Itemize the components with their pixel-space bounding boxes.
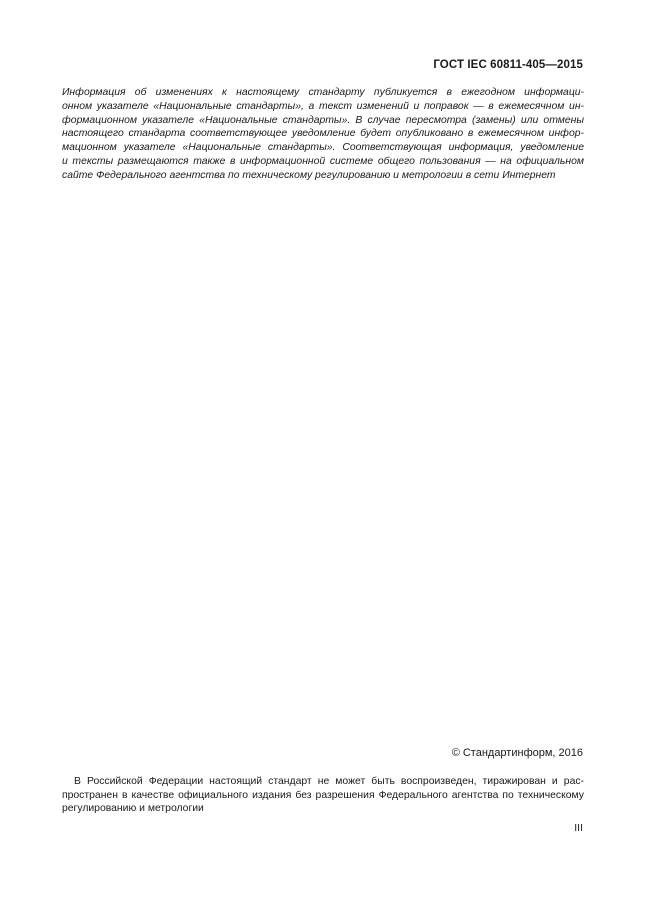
copyright-notice: © Стандартинформ, 2016 [451,747,583,759]
page-number: III [574,822,583,834]
document-code: ГОСТ IEC 60811-405—2015 [433,59,583,71]
notice-line: онном указателе «Национальные стандарты», а текст изменений и поправок — в ежемесячном ин- [62,100,584,112]
reproduction-restriction [62,775,584,816]
notice-line: настоящего стандарта соответствующее уведомление будет опубликовано в ежемесячном инфор- [62,128,584,140]
notice-line: и тексты размещаются также в информационной системе общего пользования — на официальном [62,155,584,167]
notice-line: мационном указателе «Национальные стандарты». Соответствующая информация, уведомление [62,142,584,154]
notice-line: формационном указателе «Национальные стандарты». В случае пересмотра (замены) или отмены [62,114,584,126]
notice-line: Информация об изменениях к настоящему стандарту публикуется в ежегодном информаци- [62,87,584,98]
amendment-notice [62,86,584,183]
restriction-line: В Российской Федерации настоящий стандарт не может быть воспроизведен, тиражирован и рас- [74,776,584,787]
notice-line: сайте Федерального агентства по техническому регулированию и метрологии в сети Интернет [62,169,556,181]
restriction-line: пространен в качестве официального издания без разрешения Федерального агентства по техническому [62,789,584,801]
restriction-line: регулированию и метрологии [62,803,204,814]
